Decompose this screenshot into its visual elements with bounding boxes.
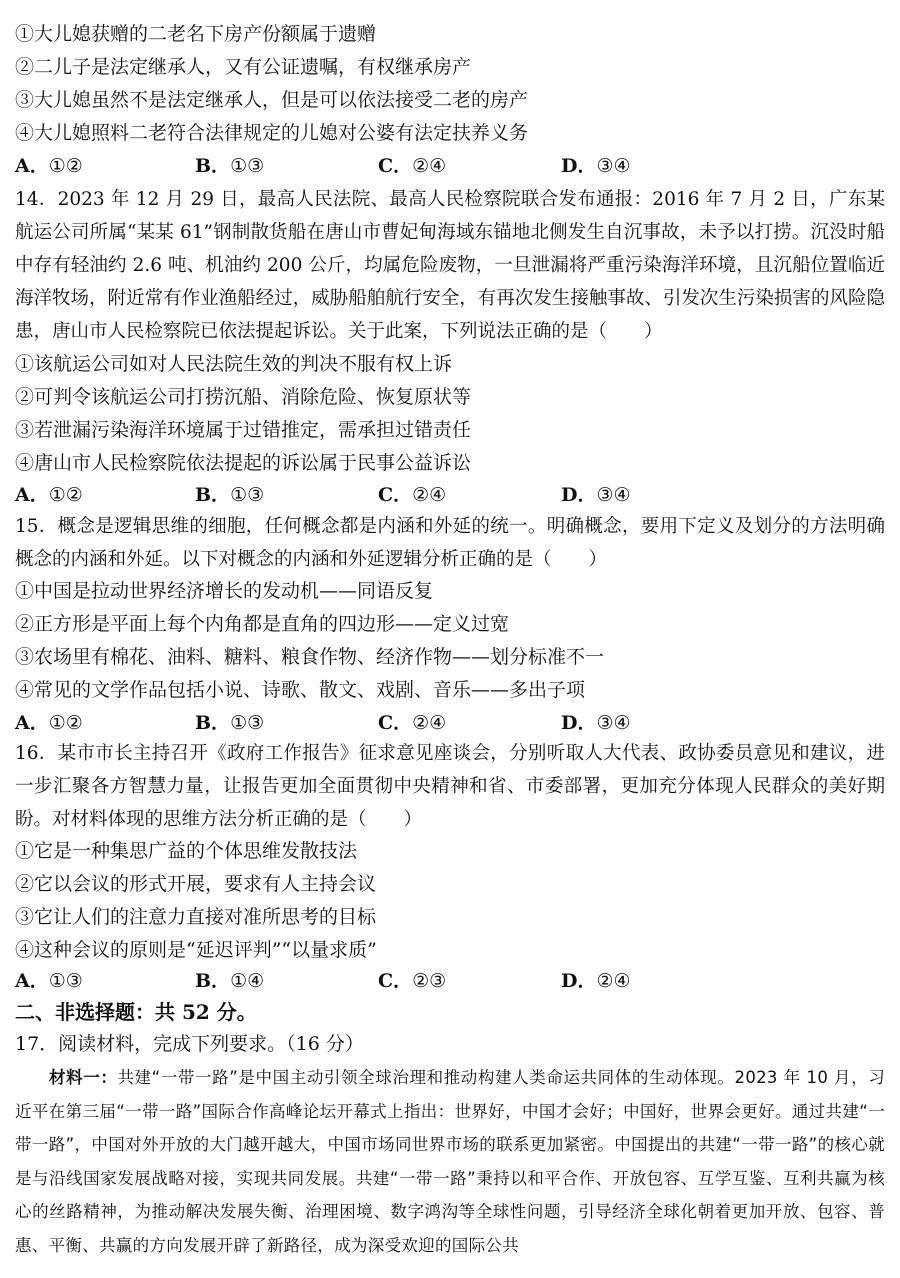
q16-statement-1: ①它是一种集思广益的个体思维发散技法 [15,840,358,862]
option-value: ①③ [48,970,83,992]
q14-stem: 14．2023 年 12 月 29 日，最高人民法院、最高人民检察院联合发布通报：2016 年 7 月 2 日，广东某航运公司所属“某某 61”钢制散货船在唐山市曹妃甸海域东锚地北侧发生自沉事故，未予以打捞。沉没时船中存有轻油约 2.6 吨、机油约 200 公斤，均属危险废物，一旦泄漏将严重污染海洋环境，且沉船位置临近海洋牧场，附近常有作业渔船经过，威胁船舶航行安全，有再次发生接触事故、引发次生污染损害的风险隐患，唐山市人民检察院已依法提起诉讼。关于此案，下列说法正确的是（ ） [15,189,885,342]
q16-option-c [378,965,446,998]
q15-option-d [561,707,631,740]
option-value: ①② [48,155,83,177]
q16-option-d [561,965,631,998]
q15-stem: 15．概念是逻辑思维的细胞，任何概念都是内涵和外延的统一。明确概念，要用下定义及划分的方法明确概念的内涵和外延。以下对概念的内涵和外延逻辑分析正确的是（ ） [15,516,885,570]
option-value: ②④ [412,484,447,506]
option-key: A． [15,970,49,992]
q17-material-1 [15,1061,885,1262]
q13-statement-1: ①大儿媳获赠的二老名下房产份额属于遗赠 [15,23,377,45]
q14-statement-1: ①该航运公司如对人民法院生效的判决不服有权上诉 [15,353,453,375]
option-value: ③④ [596,484,631,506]
option-value: ③④ [596,155,631,177]
option-key: A． [15,484,49,506]
option-key: C． [378,712,413,734]
q14-option-b [195,479,264,512]
q16-options [15,965,885,998]
section-heading: 二、非选择题：共 52 分。 [15,1000,257,1024]
option-value: ①④ [230,970,265,992]
q14-statement-3: ③若泄漏污染海洋环境属于过错推定，需承担过错责任 [15,419,472,441]
q16-statement-3: ③它让人们的注意力直接对准所思考的目标 [15,906,377,928]
option-key: D． [561,484,597,506]
q14-option-c [378,479,446,512]
option-value: ①③ [230,155,265,177]
option-value: ③④ [596,712,631,734]
q13-option-a [15,150,83,183]
q13-statement-4: ④大儿媳照料二老符合法律规定的儿媳对公婆有法定扶养义务 [15,122,529,144]
q15-statement-1: ①中国是拉动世界经济增长的发动机——同语反复 [15,580,434,602]
q16-option-b [195,965,264,998]
option-key: B． [195,970,231,992]
option-key: B． [195,155,231,177]
option-key: C． [378,484,413,506]
option-key: D． [561,712,597,734]
material-text: 共建“一带一路”是中国主动引领全球治理和推动构建人类命运共同体的生动体现。2023 年 10 月，习近平在第三届“一带一路”国际合作高峰论坛开幕式上指出：世界好，中国才会好；中国好，世界会更好。通过共建“一带一路”，中国对外开放的大门越开越大，中国市场同世界市场的联系更加紧密。中国提出的共建“一带一路”的核心就是与沿线国家发展战略对接，实现共同发展。共建“一带一路”秉持以和平合作、开放包容、互学互鉴、互利共赢为核心的丝路精神，为推动解决发展失衡、治理困境、数字鸿沟等全球性问题，引导经济全球化朝着更加开放、包容、普惠、平衡、共赢的方向发展开辟了新路径，成为深受欢迎的国际公共 [15,1068,885,1255]
q15-statement-4: ④常见的文学作品包括小说、诗歌、散文、戏剧、音乐——多出子项 [15,679,586,701]
q16-option-a [15,965,83,998]
material-label: 材料一： [49,1068,118,1087]
q15-option-c [378,707,446,740]
q17-stem: 17．阅读材料，完成下列要求。（16 分） [15,1033,364,1055]
q14-statement-2: ②可判令该航运公司打捞沉船、消除危险、恢复原状等 [15,386,472,408]
q16-stem: 16．某市市长主持召开《政府工作报告》征求意见座谈会，分别听取人大代表、政协委员意见和建议，进一步汇聚各方智慧力量，让报告更加全面贯彻中央精神和省、市委部署，更加充分体现人民群众的美好期盼。对材料体现的思维方法分析正确的是（ ） [15,743,885,830]
q14-options [15,479,885,512]
q13-statement-3: ③大儿媳虽然不是法定继承人，但是可以依法接受二老的房产 [15,89,529,111]
option-key: B． [195,484,231,506]
option-value: ①② [48,484,83,506]
q13-options [15,150,885,183]
q14-statement-4: ④唐山市人民检察院依法提起的诉讼属于民事公益诉讼 [15,452,472,474]
q15-option-b [195,707,264,740]
option-key: C． [378,970,413,992]
q13-option-b [195,150,264,183]
option-value: ①③ [230,712,265,734]
option-key: C． [378,155,413,177]
q13-statement-2: ②二儿子是法定继承人，又有公证遗嘱，有权继承房产 [15,56,472,78]
q14-option-a [15,479,83,512]
q15-option-a [15,707,83,740]
option-key: A． [15,155,49,177]
option-value: ②④ [412,712,447,734]
option-value: ①② [48,712,83,734]
q16-statement-2: ②它以会议的形式开展，要求有人主持会议 [15,873,377,895]
option-value: ②④ [412,155,447,177]
option-value: ②③ [412,970,447,992]
q16-statement-4: ④这种会议的原则是“延迟评判”“以量求质” [15,939,377,961]
option-key: D． [561,155,597,177]
q14-option-d [561,479,631,512]
option-value: ②④ [596,970,631,992]
option-value: ①③ [230,484,265,506]
q15-statement-3: ③农场里有棉花、油料、糖料、粮食作物、经济作物——划分标准不一 [15,646,605,668]
q15-statement-2: ②正方形是平面上每个内角都是直角的四边形——定义过宽 [15,613,510,635]
q15-options [15,707,885,740]
q13-option-d [561,150,631,183]
option-key: D． [561,970,597,992]
option-key: A． [15,712,49,734]
q13-option-c [378,150,446,183]
option-key: B． [195,712,231,734]
